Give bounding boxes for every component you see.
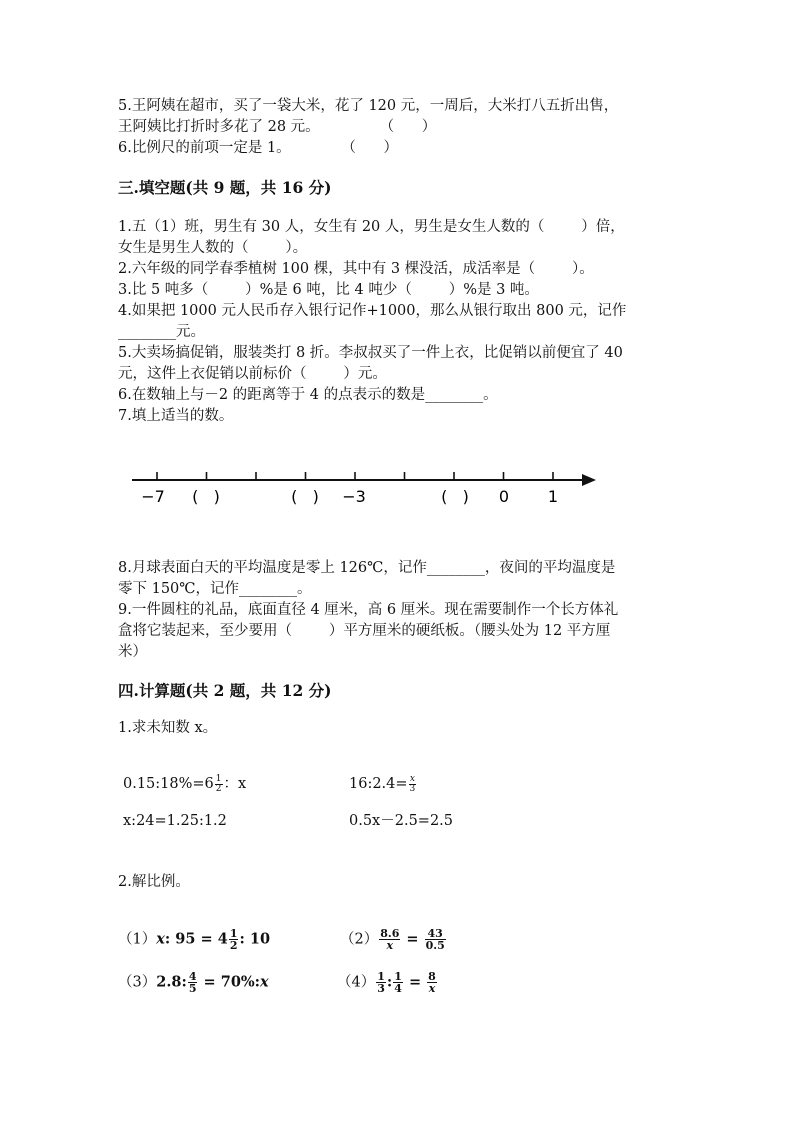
nl-label-neg3: −3 <box>342 487 366 506</box>
p4-fraction-a: $\frac{1}{3}$ <box>377 970 385 995</box>
fill-q8-line2: 零下 150℃，记作________。 <box>118 581 312 597</box>
nl-label-blank-2: ( ) <box>291 487 319 506</box>
equation-1: 0.15:18%=6 $\frac{1}{2}$ ：x <box>123 773 247 794</box>
fill-q5-line1: 5.大卖场搞促销，服装类打 8 折。李叔叔买了一件上衣，比促销以前便宜了 40 <box>118 345 623 361</box>
calc-section-heading: 四.计算题(共 2 题，共 12 分) <box>118 681 332 700</box>
p2-left-fraction: $\frac{8.6}{x}$ <box>380 927 400 952</box>
proportion-4: （4） $\frac{1}{3}$ : $\frac{1}{4}$ = $\frac{8}{x}$ <box>337 970 436 995</box>
p1-fraction: $\frac{1}{2}$ <box>229 927 238 952</box>
fill-q9-line1: 9.一件圆柱的礼品，底面直径 4 厘米，高 6 厘米。现在需要制作一个长方体礼 <box>118 602 619 618</box>
fill-q1-line2: 女生是男生人数的（ ）。 <box>118 240 308 256</box>
nl-label-one: 1 <box>547 487 559 506</box>
nl-label-blank-3: ( ) <box>441 487 469 506</box>
nl-label-zero: 0 <box>498 487 510 506</box>
fill-q6: 6.在数轴上与－2 的距离等于 4 的点表示的数是________。 <box>118 387 498 403</box>
fill-q9-line2: 盒将它装起来，至少要用（ ）平方厘米的硬纸板。（腰头处为 12 平方厘 <box>118 623 611 639</box>
nl-label-neg7: −7 <box>141 487 165 506</box>
fill-q5-line2: 元，这件上衣促销以前标价（ ）元。 <box>118 366 387 382</box>
fill-q7: 7.填上适当的数。 <box>118 408 234 424</box>
p4-fraction-b: $\frac{1}{4}$ <box>394 970 402 995</box>
p3-fraction: $\frac{4}{5}$ <box>188 970 197 995</box>
judge-q5-line2: 王阿姨比打折时多花了 28 元。 （ ） <box>118 119 437 135</box>
p4-fraction-c: $\frac{8}{x}$ <box>428 970 436 995</box>
judge-q5-line1: 5.王阿姨在超市，买了一袋大米，花了 120 元，一周后，大米打八五折出售， <box>118 98 619 114</box>
number-line-ticks <box>157 472 553 480</box>
number-line <box>0 460 794 520</box>
fill-q9-line3: 米） <box>118 644 147 660</box>
fill-q4-line1: 4.如果把 1000 元人民币存入银行记作+1000，那么从银行取出 800 元，记作 <box>118 303 627 319</box>
calc-q1-title: 1.求未知数 x。 <box>118 720 218 736</box>
fill-q1-line1: 1.五（1）班，男生有 30 人，女生有 20 人，男生是女生人数的（ ）倍， <box>118 219 625 235</box>
p2-right-fraction: $\frac{43}{0.5}$ <box>425 927 445 952</box>
proportion-3: （3）2.8: $\frac{4}{5}$ = 70%:x <box>118 970 269 995</box>
nl-label-blank-1: ( ) <box>192 487 220 506</box>
fill-q3: 3.比 5 吨多（ ）%是 6 吨，比 4 吨少（ ）%是 3 吨。 <box>118 282 539 298</box>
calc-q2-title: 2.解比例。 <box>118 874 190 890</box>
equation-3: x:24=1.25:1.2 <box>123 813 227 829</box>
fill-section-heading: 三.填空题(共 9 题，共 16 分) <box>118 178 332 197</box>
fill-q8-line1: 8.月球表面白天的平均温度是零上 126℃，记作________，夜间的平均温度是 <box>118 560 616 576</box>
number-line-arrow <box>582 474 596 486</box>
proportion-2: （2） $\frac{8.6}{x}$ = $\frac{43}{0.5}$ <box>340 927 445 952</box>
eq1-fraction: $\frac{1}{2}$ <box>215 773 222 794</box>
fill-q2: 2.六年级的同学春季植树 100 棵，其中有 3 棵没活，成活率是（ ）。 <box>118 261 594 277</box>
equation-4: 0.5x－2.5=2.5 <box>349 813 454 829</box>
fill-q4-line2: ________元。 <box>118 324 205 340</box>
equation-2: 16:2.4= $\frac{x}{3}$ <box>349 773 416 794</box>
judge-q6: 6.比例尺的前项一定是 1。 （ ） <box>118 140 399 156</box>
eq2-fraction: $\frac{x}{3}$ <box>409 773 416 794</box>
proportion-1: （1）x: 95 = 4 $\frac{1}{2}$ : 10 <box>118 927 271 952</box>
